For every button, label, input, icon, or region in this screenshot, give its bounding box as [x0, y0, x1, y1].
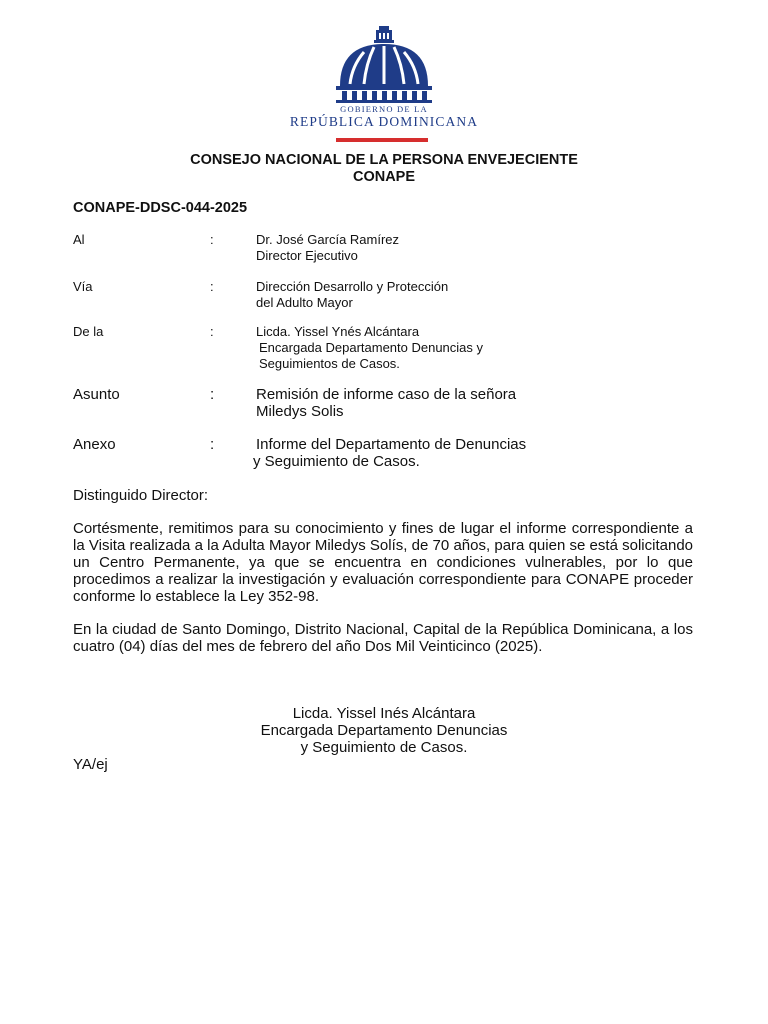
to-label: Al: [73, 232, 85, 247]
signature-title-line1: Encargada Departamento Denuncias: [260, 722, 508, 739]
logo-line-1: GOBIERNO DE LA: [340, 104, 428, 114]
organization-name: [0, 152, 768, 186]
from-title-line1: Encargada Departamento Denuncias y: [259, 340, 484, 355]
subject-line2: Miledys Solis: [256, 403, 344, 420]
annex-line2: y Seguimiento de Casos.: [253, 453, 420, 470]
to-colon: :: [210, 232, 214, 247]
annex-label: Anexo: [73, 436, 116, 453]
signature-name: Licda. Yissel Inés Alcántara: [292, 705, 476, 722]
to-title: Director Ejecutivo: [256, 248, 358, 263]
signature-title-line2: y Seguimiento de Casos.: [300, 739, 468, 756]
dome-emblem-icon: [286, 24, 482, 104]
document-reference: CONAPE-DDSC-044-2025: [73, 200, 248, 216]
via-label: Vía: [73, 279, 93, 294]
via-line2: del Adulto Mayor: [256, 295, 353, 310]
body-paragraph-1: Cortésmente, remitimos para su conocimiento y fines de lugar el informe correspondiente a la Visita realizada a la Adulta Mayor Miledys Solís, de 70 años, para quien se está solicitando un Centro Permanente, ya que se encuentra en condiciones vulnerables, por lo que procedimos a realizar la investigación y evaluación correspondiente para CONAPE proceder conforme lo establece la Ley 352-98.: [73, 520, 693, 605]
subject-colon: :: [210, 386, 215, 403]
government-logo: [286, 24, 482, 146]
subject-label: Asunto: [73, 386, 120, 403]
from-title-line2: Seguimientos de Casos.: [259, 356, 400, 371]
salutation: Distinguido Director:: [73, 487, 209, 504]
from-name: Licda. Yissel Ynés Alcántara: [256, 324, 420, 339]
logo-red-bar: [336, 138, 428, 142]
organization-acronym: CONAPE: [352, 169, 416, 185]
subject-line1: Remisión de informe caso de la señora: [256, 386, 517, 403]
from-colon: :: [210, 324, 214, 339]
via-line1: Dirección Desarrollo y Protección: [256, 279, 449, 294]
body-paragraph-2: En la ciudad de Santo Domingo, Distrito Nacional, Capital de la República Dominicana, a los cuatro (04) días del mes de febrero del año Dos Mil Veinticinco (2025).: [73, 621, 693, 655]
annex-line1: Informe del Departamento de Denuncias: [256, 436, 527, 453]
to-name: Dr. José García Ramírez: [256, 232, 400, 247]
initials: YA/ej: [73, 756, 108, 773]
from-label: De la: [73, 324, 104, 339]
via-colon: :: [210, 279, 214, 294]
organization-name-line1: CONSEJO NACIONAL DE LA PERSONA ENVEJECIENTE: [190, 152, 578, 168]
annex-colon: :: [210, 436, 215, 453]
logo-line-2: REPÚBLICA DOMINICANA: [289, 114, 479, 129]
